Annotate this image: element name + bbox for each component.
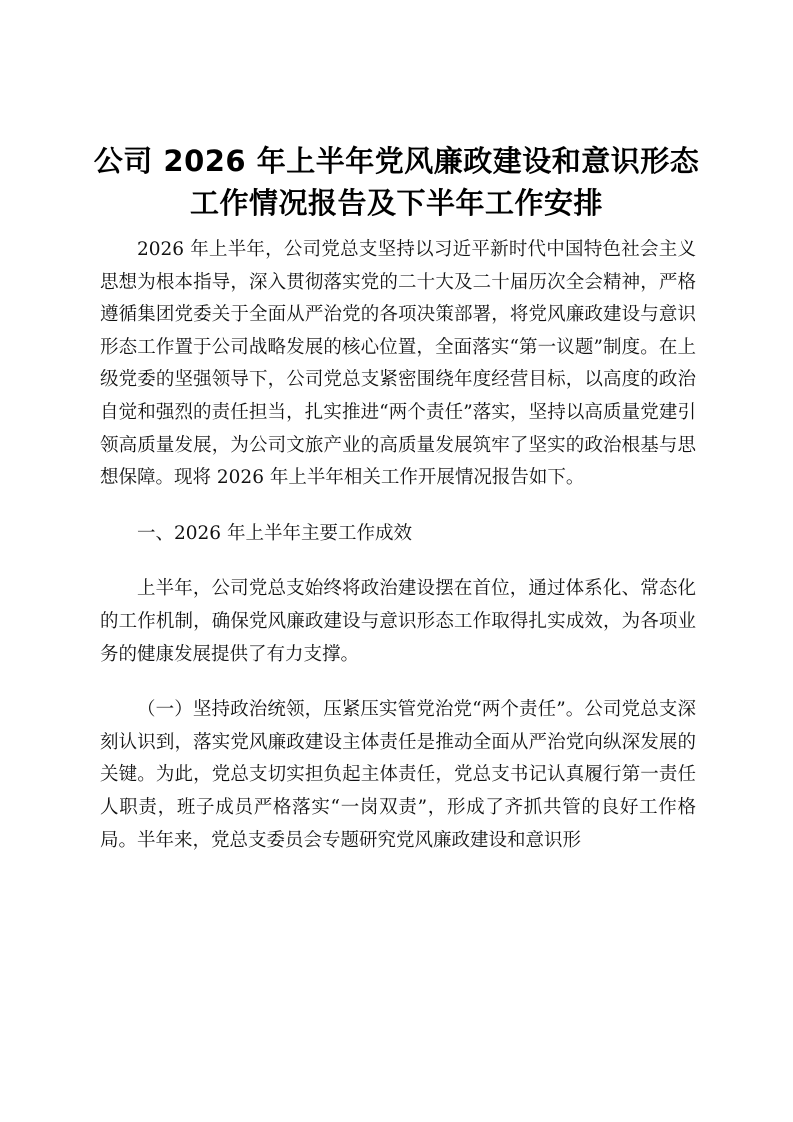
section-heading-1: 一、2026 年上半年主要工作成效 [137, 522, 412, 544]
intro-paragraph: 2026 年上半年，公司党总支坚持以习近平新时代中国特色社会主义思想为根本指导，深入贯彻落实党的二十大及二十届历次全会精神，严格遵循集团党委关于全面从严治党的各项决策部署，将党风廉政建设与意识形态工作置于公司战略发展的核心位置，全面落实“第一议题”制度。在上级党委的坚强领导下，公司党总支紧密围绕年度经营目标，以高度的政治自觉和强烈的责任担当，扎实推进“两个责任”落实，坚持以高质量党建引领高质量发展，为公司文旅产业的高质量发展筑牢了坚实的政治根基与思想保障。现将 2026 年上半年相关工作开展情况报告如下。 [100, 239, 696, 489]
title-line-1: 公司 2026 年上半年党风廉政建设和意识形态 [93, 144, 700, 178]
document-body [100, 234, 696, 880]
title-line-2: 工作情况报告及下半年工作安排 [189, 186, 603, 220]
subsection-1-paragraph: （一）坚持政治统领，压紧压实管党治党“两个责任”。公司党总支深刻认识到，落实党风廉政建设主体责任是推动全面从严治党向纵深发展的关键。为此，党总支切实担负起主体责任，党总支书记认真履行第一责任人职责，班子成员严格落实“一岗双责”，形成了齐抓共管的良好工作格局。半年来，党总支委员会专题研究党风廉政建设和意识形 [100, 699, 696, 851]
document-title [0, 140, 793, 224]
section-1-paragraph: 上半年，公司党总支始终将政治建设摆在首位，通过体系化、常态化的工作机制，确保党风廉政建设与意识形态工作取得扎实成效，为各项业务的健康发展提供了有力支撑。 [100, 578, 696, 665]
